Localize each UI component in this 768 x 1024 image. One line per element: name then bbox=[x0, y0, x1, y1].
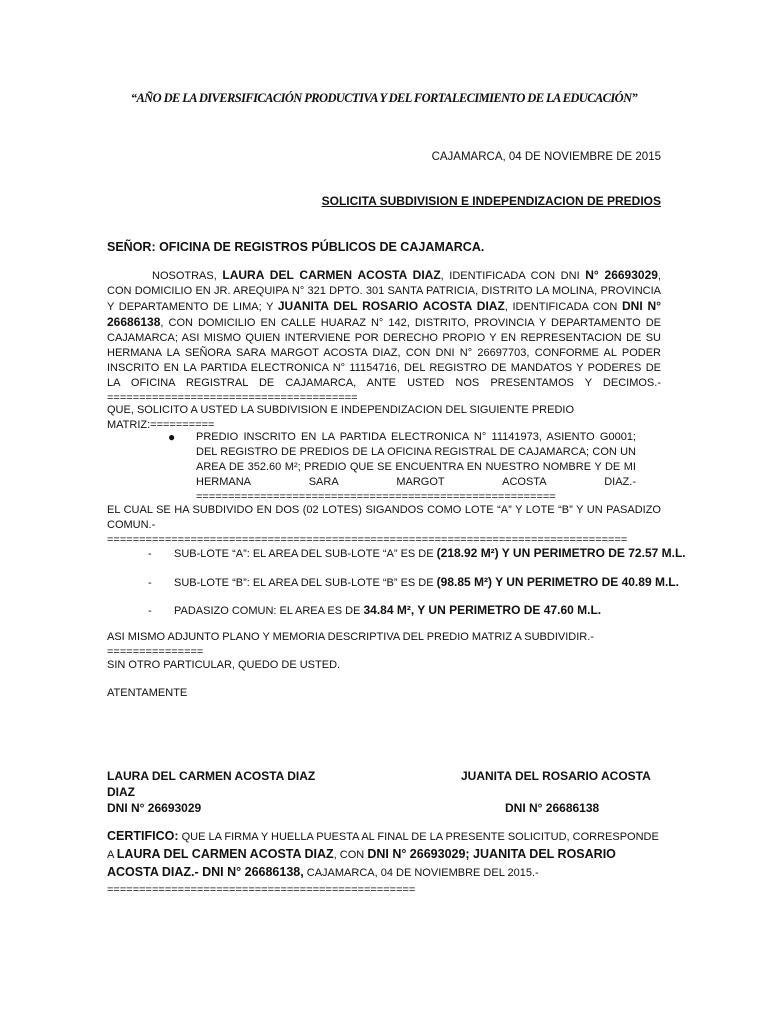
closing-line: SIN OTRO PARTICULAR, QUEDO DE USTED. bbox=[107, 659, 341, 671]
intro-text-5: , CON DOMICILIO EN CALLE HUARAZ N° 142, DISTRITO, PROVINCIA Y DEPARTAMENTO DE CAJAMARCA; ASI MISMO QUIEN INTERVIENE POR DERECHO PROPIO Y EN REPRESENTACION DE SU HERMANA LA SEÑORA SARA MARGOT ACOSTA DIAZ, CON DNI N° 26697703, CONFORME AL PODER INSCRITO EN LA PARTIDA ELECTRONICA N° 11154716, DEL REGISTRO DE MANDATOS Y PODERES DE LA OFICINA REGISTRAL DE CAJAMARCA, ANTE USTED NOS PRESENTAMOS Y DECIMOS.-======================================= bbox=[107, 317, 661, 404]
intro-text-3: , CON DOMICILIO EN JR. AREQUIPA N° 321 DPTO. 301 SANTA PATRICIA, DISTRITO LA MOLINA, PROVINCIA Y DEPARTAMENTO DE LIMA; Y bbox=[107, 270, 661, 313]
certificate-label: CERTIFICO: bbox=[107, 829, 179, 843]
intro-text-1: NOSOTRAS, bbox=[152, 270, 223, 282]
intro-paragraph bbox=[107, 268, 661, 406]
year-motto: “AÑO DE LA DIVERSIFICACIÓN PRODUCTIVA Y DEL FORTALECIMIENTO DE LA EDUCACIÓN” bbox=[130, 91, 638, 105]
certificate-rule: ================================================ bbox=[107, 884, 416, 896]
applicant-2-name: JUANITA DEL ROSARIO ACOSTA DIAZ bbox=[277, 299, 505, 313]
certificate-text-1: QUE LA FIRMA Y HUELLA PUESTA AL FINAL DE LA PRESENTE SOLICITUD, CORRESPONDE A bbox=[107, 831, 659, 861]
dash-icon: - bbox=[148, 605, 152, 617]
intro-text-2: , IDENTIFICADA CON DNI bbox=[440, 270, 586, 282]
dash-icon: - bbox=[148, 548, 152, 560]
property-description: PREDIO INSCRITO EN LA PARTIDA ELECTRONICA N° 11141973, ASIENTO G0001; DEL REGISTRO DE PREDIOS DE LA OFICINA REGISTRAL DE CAJAMARCA; CON UN AREA DE 352.60 M²; PREDIO QUE SE ENCUENTRA EN NUESTRO NOMBRE Y DE MI HERMANA SARA MARGOT ACOSTA DIAZ.-======================================================== bbox=[196, 431, 636, 503]
certificate-date: CAJAMARCA, 04 DE NOVIEMBRE DEL 2015.- bbox=[303, 867, 539, 879]
lot-a-text: SUB-LOTE “A”: EL AREA DEL SUB-LOTE “A” ES DE bbox=[174, 548, 437, 560]
applicant-2-dni: DNI N° 26686138 bbox=[107, 299, 662, 329]
signature-left-name: LAURA DEL CARMEN ACOSTA DIAZ bbox=[107, 769, 316, 783]
lot-item-a bbox=[148, 546, 686, 560]
lot-b-text: SUB-LOTE “B”: EL AREA DEL SUB-LOTE “B” ES DE bbox=[174, 577, 437, 589]
signature-left-dni: DNI N° 26693029 bbox=[107, 801, 202, 815]
signature-right-dni: DNI N° 26686138 bbox=[505, 801, 600, 815]
subject-line: SOLICITA SUBDIVISION E INDEPENDIZACION DE PREDIOS bbox=[321, 194, 661, 208]
intro-text-4: , IDENTIFICADA CON bbox=[504, 301, 622, 313]
request-paragraph: QUE, SOLICITO A USTED LA SUBDIVISION E INDEPENDIZACION DEL SIGUIENTE PREDIO MATRIZ:========== bbox=[107, 404, 574, 431]
dash-icon: - bbox=[148, 577, 152, 589]
lot-item-b bbox=[148, 575, 679, 589]
certificate-text-2: , CON bbox=[333, 849, 368, 861]
attachment-line: ASI MISMO ADJUNTO PLANO Y MEMORIA DESCRIPTIVA DEL PREDIO MATRIZ A SUBDIVIDIR.-=============== bbox=[107, 631, 594, 658]
regards-line: ATENTAMENTE bbox=[107, 687, 188, 699]
addressee: SEÑOR: OFICINA DE REGISTROS PÚBLICOS DE CAJAMARCA. bbox=[107, 240, 485, 254]
lot-a-measures: (218.92 M²) Y UN PERIMETRO DE 72.57 M.L. bbox=[436, 546, 686, 560]
lot-item-common bbox=[148, 603, 601, 617]
lot-b-measures: (98.85 M²) Y UN PERIMETRO DE 40.89 M.L. bbox=[436, 575, 679, 589]
common-text: PADASIZO COMUN: EL AREA ES DE bbox=[174, 605, 364, 617]
certificate-ids: DNI N° 26693029; JUANITA DEL ROSARIO ACOSTA DIAZ.- DNI N° 26686138, bbox=[107, 847, 616, 879]
certificate-name-1: LAURA DEL CARMEN ACOSTA DIAZ bbox=[116, 847, 334, 861]
applicant-1-name: LAURA DEL CARMEN ACOSTA DIAZ bbox=[222, 268, 441, 282]
common-measures: 34.84 M², Y UN PERIMETRO DE 47.60 M.L. bbox=[363, 603, 602, 617]
bullet-icon: ● bbox=[168, 430, 176, 444]
subdivision-paragraph: EL CUAL SE HA SUBDIVIDO EN DOS (02 LOTES) SIGANDOS COMO LOTE “A” Y LOTE “B” Y UN PASADIZO COMUN.-================================================================================= bbox=[107, 504, 661, 546]
date-line: CAJAMARCA, 04 DE NOVIEMBRE DE 2015 bbox=[431, 151, 661, 163]
certificate-paragraph bbox=[107, 828, 661, 899]
signature-right-name-continued: DIAZ bbox=[107, 785, 135, 799]
signature-right-name: JUANITA DEL ROSARIO ACOSTA bbox=[461, 769, 651, 783]
applicant-1-dni: N° 26693029 bbox=[585, 268, 658, 282]
